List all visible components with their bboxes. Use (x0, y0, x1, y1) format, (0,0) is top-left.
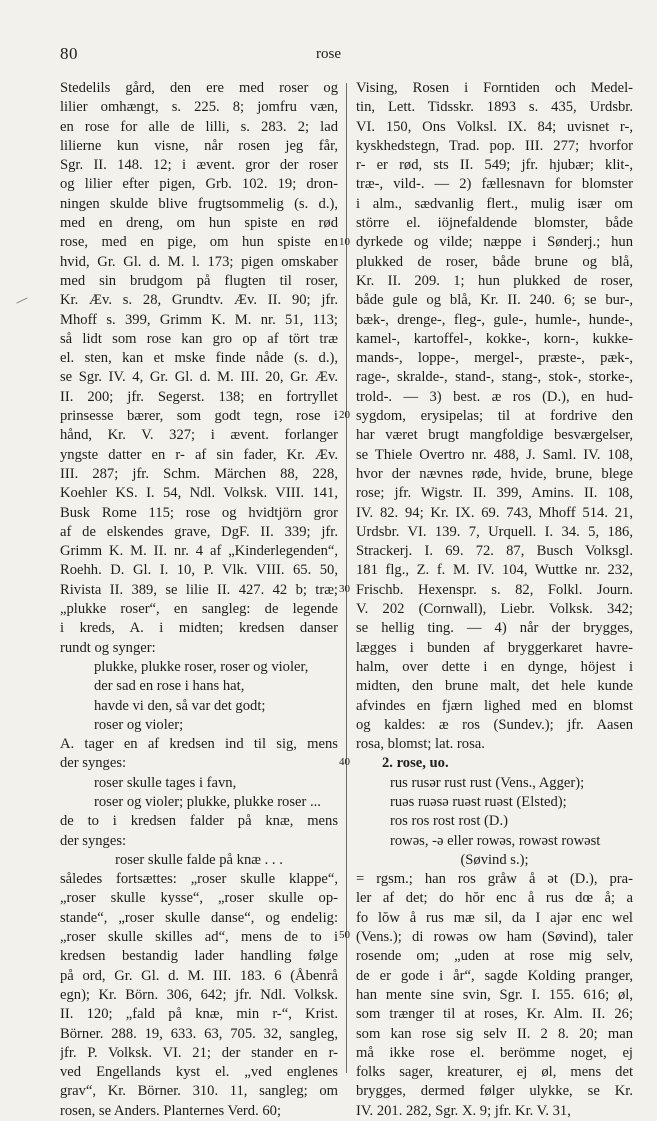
text-line: lilierne kun visne, når rosen jeg får, (60, 137, 338, 154)
text-line: jfr. P. Volksk. VI. 21; der stander en r- (60, 1044, 338, 1061)
text-line: plukked de roser, både brune og blå, (356, 253, 633, 270)
text-line: roser skulle falde på knæ . . . (115, 851, 283, 868)
text-line: hånd, Kr. V. 327; i ævent. forlanger (60, 427, 338, 444)
text-line: kamel-, kartoffel-, kokke-, korn-, kukke- (356, 330, 633, 347)
text-line: 2. rose, uo. (382, 755, 449, 772)
text-line: både gule og blå, Kr. II. 240. 6; se bur-, (356, 292, 633, 309)
text-line: med sin brudgom på flugten til roser, (60, 272, 338, 289)
text-line: ruəs ruəsə ruəst ruəst (Elsted); (390, 793, 567, 810)
text-line: Sgr. II. 148. 12; i ævent. gror der roser (60, 157, 338, 174)
text-line: tin, Lett. Tidsskr. 1893 s. 435, Urdsbr. (356, 99, 633, 116)
text-line: IV. 82. 94; Kr. IX. 69. 743, Mhoff 514. 21, (356, 504, 633, 521)
text-line: yngste datter en r- af sin fader, Kr. Æv. (60, 446, 338, 463)
text-line: på ord, Gr. Gl. d. M. III. 183. 6 (Åbenrå (60, 967, 338, 984)
text-line: kyskhedstegn, Trad. pop. III. 277; hvorfor (356, 137, 633, 154)
text-line: bæk-, drenge-, fleg-, gule-, humle-, hunde-, (356, 311, 633, 328)
text-line: större el. iöjnefaldende blomster, både (356, 215, 633, 232)
text-line: af de elskendes grave, DgF. II. 339; jfr. (60, 523, 338, 540)
text-line: Rivista II. 389, se lilie II. 427. 42 b; træ; (60, 581, 338, 598)
line-number: 10 (339, 236, 350, 248)
page-number: 80 (60, 44, 78, 63)
text-line: (Vens.); di rowəs ow ham (Søvind), taler (356, 929, 633, 946)
text-line: rosa, blomst; lat. rosa. (356, 736, 485, 753)
text-line: dyrkede og vilde; næppe i Sønderj.; hun (356, 234, 633, 251)
text-line: roser og violer; plukke, plukke roser ... (94, 793, 321, 810)
text-line: i kreds, A. i midten; kredsen danser (60, 620, 338, 637)
text-line: se hellig ting. — 4) når der brygges, (356, 620, 633, 637)
running-head: rose (316, 46, 341, 62)
text-line: rose, med en pige, om hun spiste en (60, 234, 338, 251)
text-line: Koehler KS. I. 54, Ndl. Volksk. VIII. 141, (60, 485, 338, 502)
text-line: Vising, Rosen i Forntiden och Medel- (356, 80, 633, 96)
text-line: må ikke rose el. berömme noget, ej (356, 1044, 633, 1061)
text-line: egn); Kr. Börn. 306, 642; jfr. Ndl. Volksk. (60, 986, 338, 1003)
text-line: se Sgr. IV. 4, Gr. Gl. d. M. III. 20, Gr. Æv. (60, 369, 338, 386)
text-line: havde vi den, så var det godt; (94, 697, 266, 714)
text-line: = rgsm.; han ros gråw å ət (D.), pra- (356, 871, 633, 888)
text-line: ler af det; do hŏr enc å rus dœ å; a (356, 890, 633, 907)
text-line: så lidt som rose kan gro op af tört træ (60, 330, 338, 347)
column-divider (346, 83, 347, 1073)
text-line: roser og violer; (94, 716, 184, 733)
text-line: el. sten, kan et mske finde nåde (s. d.), (60, 350, 338, 367)
text-line: midten, den brune malt, det hele kunde (356, 678, 633, 695)
text-line: i alm., sædvanlig flert., mulig især om (356, 195, 633, 212)
text-line: V. 202 (Cornwall), Liebr. Volksk. 342; (356, 601, 633, 618)
text-line: rage-, skralde-, stand-, stang-, stok-, storke-, (356, 369, 633, 386)
text-line: der synges: (60, 832, 127, 849)
text-line: „plukke roser“, en sangleg: de legende (60, 601, 338, 618)
text-line: A. tager en af kredsen ind til sig, mens (60, 736, 338, 753)
text-line: Stedelils gård, den ere med roser og (60, 80, 338, 96)
text-line: folks sager, kreaturer, ej øl, mens det (356, 1064, 633, 1081)
text-line: lilier omhængt, s. 225. 8; jomfru væn, (60, 99, 338, 116)
text-line: de er gode i år“, sagde Kolding pranger, (356, 967, 633, 984)
text-line: Busk Rome 115; rose og hvidtjörn gror (60, 504, 338, 521)
text-line: ningen skulde blive frugtsommelig (s. d.), (60, 195, 338, 212)
right-column (356, 79, 633, 1121)
text-line: se Thiele Overtro nr. 488, J. Saml. IV. 108, (356, 446, 633, 463)
text-line: r- er rød, sts II. 549; jfr. hjubær; klit-, (356, 157, 633, 174)
text-line: III. 287; jfr. Schm. Märchen 88, 228, (60, 465, 338, 482)
text-line: halm, over dette i en dynge, höjest i (356, 658, 633, 675)
text-line: rose; jfr. Wigstr. II. 399, Amins. II. 108, (356, 485, 633, 502)
text-line: „roser skulle skilles ad“, mens de to i (60, 929, 338, 946)
text-line: Urdsbr. VI. 139. 7, Urquell. I. 34. 5, 186, (356, 523, 633, 540)
text-line: som trænger til at roses, Kr. Alm. II. 26; (356, 1006, 633, 1023)
text-line: „roser skulle kysse“, „roser skulle op- (60, 890, 338, 907)
text-line: mands-, loppe-, mergel-, præste-, pæk-, (356, 350, 633, 367)
text-line: Frischb. Hexenspr. s. 82, Folkl. Journ. (356, 581, 633, 598)
line-number: 30 (339, 583, 350, 595)
text-line: IV. 201. 282, Sgr. X. 9; jfr. Kr. V. 31, (356, 1102, 571, 1119)
text-line: en rose for alle de lilli, s. 283. 2; lad (60, 118, 338, 135)
text-line: II. 200; jfr. Segerst. 138; en fortryllet (60, 388, 338, 405)
text-line: har været brugt mangfoldige besværgelser, (356, 427, 633, 444)
text-line: der synges: (60, 755, 127, 772)
text-line: II. 120; „fald på knæ, min r-“, Krist. (60, 1006, 338, 1023)
text-line: Kr. Æv. s. 28, Grundtv. Æv. II. 90; jfr. (60, 292, 338, 309)
text-line: hvor der nævnes røde, hvide, brune, blege (356, 465, 633, 482)
text-line: ved Engellands kyst el. „ved englenes (60, 1064, 338, 1081)
text-line: prinsesse bærer, som godt tegn, rose i (60, 408, 338, 425)
text-line: og lilier efter pigen, Grb. 102. 19; dron- (60, 176, 338, 193)
text-line: således fortsættes: „roser skulle klappe“, (60, 871, 338, 888)
text-line: han mente sine svin, Sgr. I. 155. 616; øl, (356, 986, 633, 1003)
text-line: VI. 150, Ons Volksl. IX. 84; uvisnet r-, (356, 118, 633, 135)
text-line: og kaldes: æ ros (Sundev.); jfr. Aasen (356, 716, 633, 733)
text-line: plukke, plukke roser, roser og violer, (94, 658, 309, 675)
text-line: fo lŏw å rus mæ sil, da I ajər enc wel (356, 909, 633, 926)
text-line: Kr. II. 209. 1; hun plukked de roser, (356, 272, 633, 289)
text-line: træ-, vild-. — 2) fællesnavn for blomster (356, 176, 633, 193)
text-line: de to i kredsen falder på knæ, mens (60, 813, 338, 830)
text-line: der sad en rose i hans hat, (94, 678, 245, 695)
text-line: sygdom, erysipelas; til at fordrive den (356, 408, 633, 425)
line-number: 20 (339, 409, 350, 421)
text-line: Roehh. D. Gl. I. 10, P. Vlk. VIII. 65. 50, (60, 562, 338, 579)
text-line: stande“, „roser skulle danse“, og endelig: (60, 909, 338, 926)
text-line: med en dreng, om hun spiste en rød (60, 215, 338, 232)
text-line: afvindes en fjærn lighed med en blomst (356, 697, 633, 714)
text-line: ros ros rost rost (D.) (390, 813, 508, 830)
margin-mark (16, 298, 27, 304)
text-line: trold-. — 3) best. æ ros (D.), en hud- (356, 388, 633, 405)
text-line: rosende om; „uden at rose mig selv, (356, 948, 633, 965)
text-line: Grimm K. M. II. nr. 4 af „Kinderlegenden“, (60, 543, 338, 560)
text-line: kredsen bestandig lader handling følge (60, 948, 338, 965)
text-line: brygges, dermed følger ulykke, se Kr. (356, 1083, 633, 1100)
text-line: rus rusər rust rust (Vens., Agger); (390, 774, 585, 791)
text-line: 181 flg., Z. f. M. IV. 104, Wuttke nr. 232, (356, 562, 633, 579)
text-line: rosen, se Anders. Planternes Verd. 60; (60, 1102, 282, 1119)
text-line: rundt og synger: (60, 639, 156, 656)
text-line: grav“, Kr. Börner. 310. 11, sangleg; om (60, 1083, 338, 1100)
text-line: Mhoff s. 399, Grimm K. M. nr. 51, 113; (60, 311, 338, 328)
text-line: roser skulle tages i favn, (94, 774, 237, 791)
text-line: som kan rose sig selv II. 2 8. 20; man (356, 1025, 633, 1042)
line-number: 50 (339, 929, 350, 941)
line-number: 40 (339, 756, 350, 768)
left-column (60, 79, 338, 1121)
text-line: Strackerj. I. 69. 72. 87, Busch Volksgl. (356, 543, 633, 560)
text-line: Börner. 288. 19, 633. 63, 705. 32, sangleg, (60, 1025, 338, 1042)
text-line: lægges i bunden af bryggerkaret havre- (356, 639, 633, 656)
text-line: (Søvind s.); (460, 851, 529, 868)
text-line: hvid, Gr. Gl. d. M. l. 173; pigen omskaber (60, 253, 338, 270)
text-line: rowəs, -ə eller rowəs, rowəst rowəst (390, 832, 601, 849)
